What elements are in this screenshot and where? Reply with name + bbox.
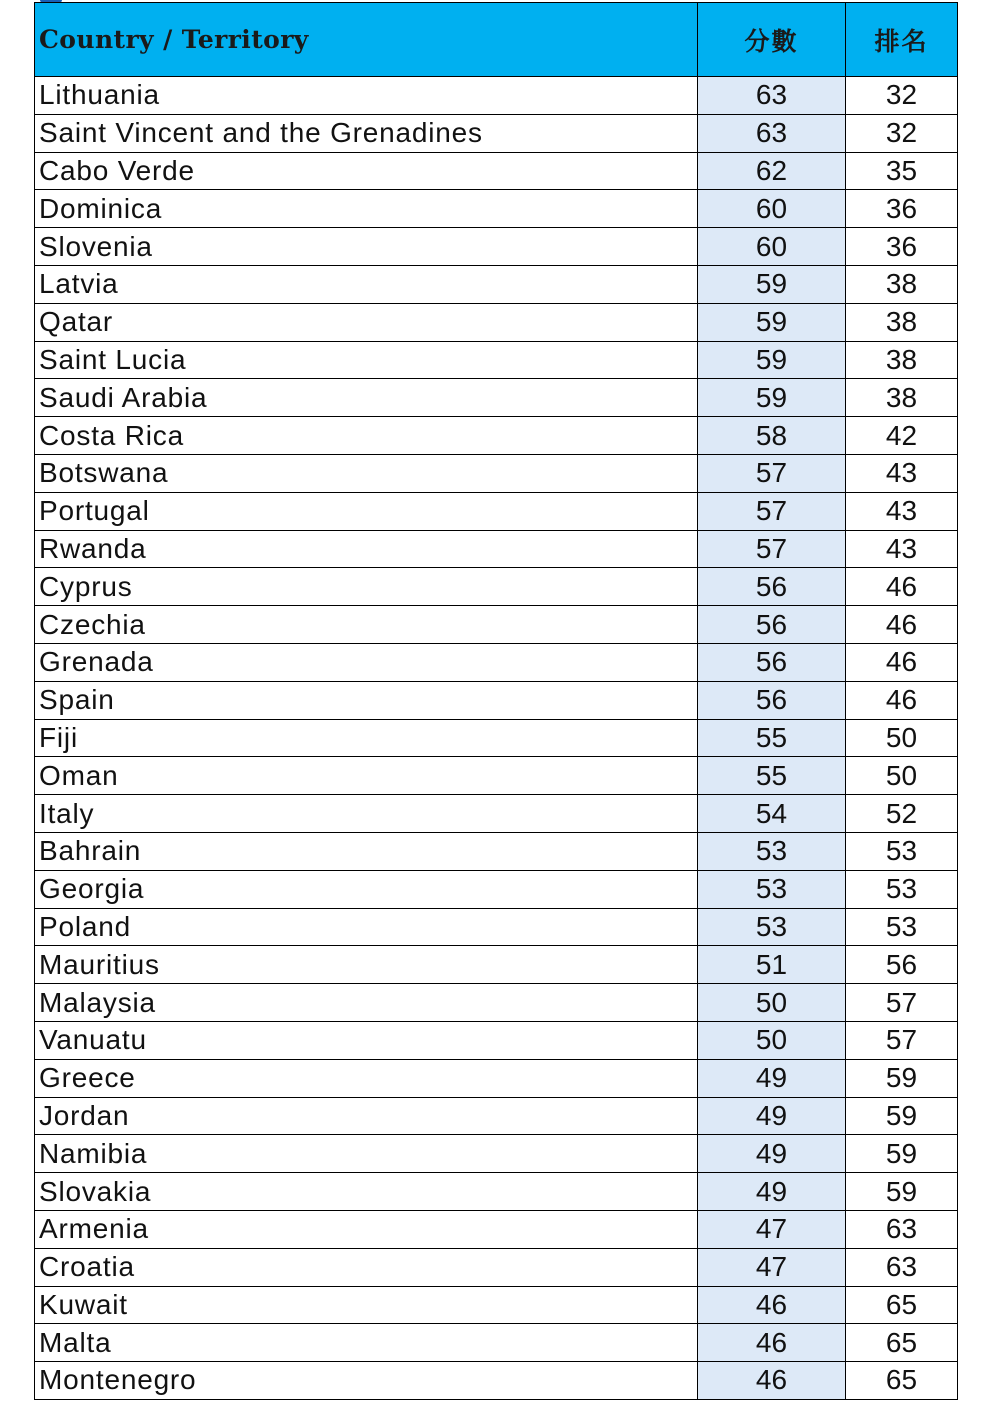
- country-cell: Kuwait: [35, 1286, 698, 1324]
- score-cell: 56: [698, 681, 846, 719]
- table-row: [35, 568, 958, 606]
- country-cell: Montenegro: [35, 1362, 698, 1400]
- table-row: [35, 870, 958, 908]
- rank-cell: 32: [846, 114, 958, 152]
- rank-cell: 63: [846, 1248, 958, 1286]
- table-row: [35, 341, 958, 379]
- table-row: [35, 114, 958, 152]
- score-cell: 63: [698, 77, 846, 115]
- table-row: [35, 1097, 958, 1135]
- rank-cell: 53: [846, 832, 958, 870]
- table-row: [35, 606, 958, 644]
- table-row: [35, 190, 958, 228]
- column-header-rank: 排名: [846, 3, 958, 77]
- rank-cell: 38: [846, 341, 958, 379]
- rank-cell: 36: [846, 190, 958, 228]
- rank-cell: 38: [846, 379, 958, 417]
- rank-cell: 53: [846, 870, 958, 908]
- country-cell: Bahrain: [35, 832, 698, 870]
- score-cell: 54: [698, 795, 846, 833]
- table-row: [35, 984, 958, 1022]
- country-cell: Croatia: [35, 1248, 698, 1286]
- score-cell: 50: [698, 984, 846, 1022]
- country-cell: Czechia: [35, 606, 698, 644]
- table-row: [35, 1286, 958, 1324]
- score-cell: 57: [698, 530, 846, 568]
- country-cell: Mauritius: [35, 946, 698, 984]
- rank-cell: 50: [846, 719, 958, 757]
- table-row: [35, 417, 958, 455]
- score-cell: 53: [698, 832, 846, 870]
- rank-cell: 46: [846, 606, 958, 644]
- score-cell: 60: [698, 190, 846, 228]
- country-cell: Portugal: [35, 492, 698, 530]
- country-cell: Slovakia: [35, 1173, 698, 1211]
- table-row: [35, 1059, 958, 1097]
- rank-cell: 59: [846, 1097, 958, 1135]
- rank-cell: 56: [846, 946, 958, 984]
- country-cell: Malta: [35, 1324, 698, 1362]
- country-cell: Namibia: [35, 1135, 698, 1173]
- country-cell: Greece: [35, 1059, 698, 1097]
- score-cell: 50: [698, 1021, 846, 1059]
- table-row: [35, 1173, 958, 1211]
- country-cell: Lithuania: [35, 77, 698, 115]
- score-cell: 56: [698, 568, 846, 606]
- country-cell: Saint Vincent and the Grenadines: [35, 114, 698, 152]
- country-cell: Saint Lucia: [35, 341, 698, 379]
- table-row: [35, 832, 958, 870]
- score-cell: 56: [698, 606, 846, 644]
- country-cell: Rwanda: [35, 530, 698, 568]
- table-row: [35, 492, 958, 530]
- country-cell: Vanuatu: [35, 1021, 698, 1059]
- table-row: [35, 152, 958, 190]
- country-cell: Cabo Verde: [35, 152, 698, 190]
- score-cell: 55: [698, 757, 846, 795]
- country-cell: Georgia: [35, 870, 698, 908]
- country-cell: Saudi Arabia: [35, 379, 698, 417]
- table-body: [35, 77, 958, 1400]
- country-cell: Spain: [35, 681, 698, 719]
- table-row: [35, 265, 958, 303]
- score-cell: 56: [698, 643, 846, 681]
- score-cell: 49: [698, 1059, 846, 1097]
- rank-cell: 38: [846, 265, 958, 303]
- rank-cell: 57: [846, 984, 958, 1022]
- country-cell: Latvia: [35, 265, 698, 303]
- rank-cell: 50: [846, 757, 958, 795]
- column-header-score: 分數: [698, 3, 846, 77]
- rank-cell: 46: [846, 681, 958, 719]
- table-row: [35, 1021, 958, 1059]
- country-cell: Malaysia: [35, 984, 698, 1022]
- table-row: [35, 757, 958, 795]
- score-cell: 59: [698, 341, 846, 379]
- score-cell: 62: [698, 152, 846, 190]
- score-cell: 59: [698, 265, 846, 303]
- table-row: [35, 303, 958, 341]
- table-row: [35, 1324, 958, 1362]
- score-cell: 57: [698, 492, 846, 530]
- table-row: [35, 643, 958, 681]
- table-row: [35, 530, 958, 568]
- country-cell: Fiji: [35, 719, 698, 757]
- country-cell: Armenia: [35, 1210, 698, 1248]
- country-cell: Grenada: [35, 643, 698, 681]
- rank-cell: 35: [846, 152, 958, 190]
- country-cell: Costa Rica: [35, 417, 698, 455]
- table-row: [35, 454, 958, 492]
- rank-cell: 43: [846, 530, 958, 568]
- score-cell: 53: [698, 908, 846, 946]
- table-row: [35, 228, 958, 266]
- country-cell: Oman: [35, 757, 698, 795]
- table-row: [35, 795, 958, 833]
- score-cell: 60: [698, 228, 846, 266]
- score-cell: 63: [698, 114, 846, 152]
- score-cell: 47: [698, 1248, 846, 1286]
- rank-cell: 57: [846, 1021, 958, 1059]
- table-header: [35, 3, 958, 77]
- score-cell: 49: [698, 1097, 846, 1135]
- score-cell: 49: [698, 1173, 846, 1211]
- score-cell: 53: [698, 870, 846, 908]
- rank-cell: 46: [846, 568, 958, 606]
- country-cell: Italy: [35, 795, 698, 833]
- rank-cell: 43: [846, 492, 958, 530]
- table-row: [35, 379, 958, 417]
- rank-cell: 59: [846, 1135, 958, 1173]
- rank-cell: 42: [846, 417, 958, 455]
- score-cell: 46: [698, 1286, 846, 1324]
- rank-cell: 52: [846, 795, 958, 833]
- score-cell: 58: [698, 417, 846, 455]
- score-cell: 46: [698, 1362, 846, 1400]
- table-row: [35, 719, 958, 757]
- table-row: [35, 1248, 958, 1286]
- rank-cell: 59: [846, 1173, 958, 1211]
- score-cell: 46: [698, 1324, 846, 1362]
- rank-cell: 65: [846, 1286, 958, 1324]
- table-row: [35, 946, 958, 984]
- table-row: [35, 77, 958, 115]
- score-cell: 49: [698, 1135, 846, 1173]
- rank-cell: 53: [846, 908, 958, 946]
- country-cell: Poland: [35, 908, 698, 946]
- rank-cell: 63: [846, 1210, 958, 1248]
- country-cell: Dominica: [35, 190, 698, 228]
- score-cell: 59: [698, 379, 846, 417]
- country-cell: Cyprus: [35, 568, 698, 606]
- score-cell: 55: [698, 719, 846, 757]
- column-header-country: Country / Territory: [35, 3, 698, 77]
- rank-cell: 65: [846, 1324, 958, 1362]
- score-cell: 47: [698, 1210, 846, 1248]
- table-row: [35, 1210, 958, 1248]
- score-cell: 59: [698, 303, 846, 341]
- table-row: [35, 1362, 958, 1400]
- rank-cell: 38: [846, 303, 958, 341]
- rank-cell: 32: [846, 77, 958, 115]
- country-cell: Slovenia: [35, 228, 698, 266]
- score-rank-table: [34, 2, 958, 1400]
- table-row: [35, 681, 958, 719]
- rank-cell: 43: [846, 454, 958, 492]
- rank-cell: 46: [846, 643, 958, 681]
- country-cell: Botswana: [35, 454, 698, 492]
- country-cell: Qatar: [35, 303, 698, 341]
- table-row: [35, 1135, 958, 1173]
- header-row: [35, 3, 958, 77]
- rank-cell: 59: [846, 1059, 958, 1097]
- rank-cell: 65: [846, 1362, 958, 1400]
- rank-cell: 36: [846, 228, 958, 266]
- table-row: [35, 908, 958, 946]
- score-cell: 51: [698, 946, 846, 984]
- score-cell: 57: [698, 454, 846, 492]
- country-cell: Jordan: [35, 1097, 698, 1135]
